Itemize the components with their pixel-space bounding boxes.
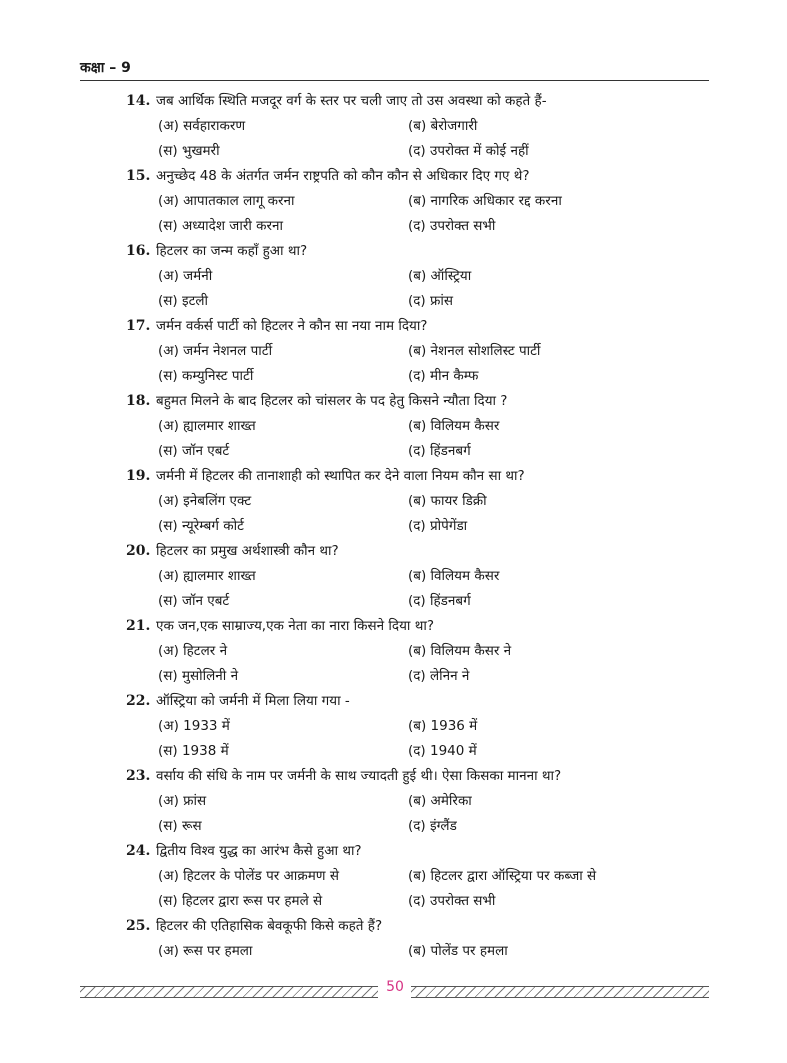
option-row	[126, 564, 686, 589]
answer-option: (द) लेनिन ने	[408, 668, 470, 684]
question-line	[126, 689, 686, 714]
question-text: हिटलर का प्रमुख अर्थशास्त्री कौन था?	[156, 543, 339, 559]
question-number: 21.	[126, 618, 151, 634]
answer-option: (द) हिंडनबर्ग	[408, 593, 471, 609]
question-item	[126, 239, 686, 314]
question-line	[126, 539, 686, 564]
answer-option: (द) फ्रांस	[408, 293, 454, 309]
answer-option: (स) अध्यादेश जारी करना	[158, 218, 284, 234]
question-text: हिटलर का जन्म कहाँ हुआ था?	[156, 243, 308, 259]
option-row	[126, 664, 686, 689]
option-row	[126, 139, 686, 164]
question-line	[126, 764, 686, 789]
question-item	[126, 539, 686, 614]
question-item	[126, 839, 686, 914]
question-number: 17.	[126, 318, 151, 334]
answer-option: (स) भुखमरी	[158, 143, 220, 159]
answer-option: (अ) हिटलर के पोलेंड पर आक्रमण से	[158, 868, 339, 884]
option-row	[126, 264, 686, 289]
option-row	[126, 639, 686, 664]
option-row	[126, 114, 686, 139]
question-line	[126, 464, 686, 489]
answer-option: (स) कम्युनिस्ट पार्टी	[158, 368, 254, 384]
answer-option: (ब) नेशनल सोशलिस्ट पार्टी	[408, 343, 541, 359]
answer-option: (द) इंग्लैंड	[408, 818, 457, 834]
answer-option: (अ) हिटलर ने	[158, 643, 228, 659]
answer-option: (द) उपरोक्त सभी	[408, 893, 496, 909]
question-number: 19.	[126, 468, 151, 484]
header-divider	[80, 80, 709, 81]
question-line	[126, 614, 686, 639]
question-text: जर्मन वर्कर्स पार्टी को हिटलर ने कौन सा नया नाम दिया?	[156, 318, 428, 334]
question-text: जर्मनी में हिटलर की तानाशाही को स्थापित कर देने वाला नियम कौन सा था?	[156, 468, 525, 484]
question-text: द्वितीय विश्व युद्ध का आरंभ कैसे हुआ था?	[156, 843, 362, 859]
question-item	[126, 89, 686, 164]
answer-option: (स) 1938 में	[158, 743, 229, 759]
answer-option: (स) मुसोलिनी ने	[158, 668, 239, 684]
answer-option: (ब) अमेरिका	[408, 793, 472, 809]
question-item	[126, 764, 686, 839]
question-item	[126, 689, 686, 764]
answer-option: (अ) फ्रांस	[158, 793, 207, 809]
question-number: 16.	[126, 243, 151, 259]
question-line	[126, 164, 686, 189]
answer-option: (अ) 1933 में	[158, 718, 230, 734]
question-line	[126, 914, 686, 939]
answer-option: (अ) आपातकाल लागू करना	[158, 193, 295, 209]
option-row	[126, 414, 686, 439]
question-text: ऑस्ट्रिया को जर्मनी में मिला लिया गया -	[156, 693, 350, 709]
answer-option: (अ) जर्मन नेशनल पार्टी	[158, 343, 273, 359]
question-text: जब आर्थिक स्थिति मजदूर वर्ग के स्तर पर चली जाए तो उस अवस्था को कहते हैं-	[156, 93, 547, 109]
question-line	[126, 389, 686, 414]
answer-option: (अ) रूस पर हमला	[158, 943, 253, 959]
answer-option: (द) 1940 में	[408, 743, 477, 759]
answer-option: (द) प्रोपेगेंडा	[408, 518, 468, 534]
question-text: अनुच्छेद 48 के अंतर्गत जर्मन राष्ट्रपति को कौन कौन से अधिकार दिए गए थे?	[156, 168, 530, 184]
option-row	[126, 714, 686, 739]
question-text: हिटलर की एतिहासिक बेवकूफी किसे कहते हैं?	[156, 918, 383, 934]
option-row	[126, 489, 686, 514]
option-row	[126, 939, 686, 964]
answer-option: (स) इटली	[158, 293, 209, 309]
answer-option: (ब) बेरोजगारी	[408, 118, 478, 134]
question-item	[126, 614, 686, 689]
page-header-class: कक्षा – 9	[80, 60, 131, 76]
answer-option: (अ) जर्मनी	[158, 268, 213, 284]
answer-option: (स) जॉन एबर्ट	[158, 593, 230, 609]
question-number: 23.	[126, 768, 151, 784]
answer-option: (स) न्यूरेम्बर्ग कोर्ट	[158, 518, 244, 534]
question-number: 18.	[126, 393, 151, 409]
answer-option: (ब) पोलेंड पर हमला	[408, 943, 508, 959]
question-text: एक जन,एक साम्राज्य,एक नेता का नारा किसने दिया था?	[156, 618, 434, 634]
option-row	[126, 814, 686, 839]
question-number: 20.	[126, 543, 151, 559]
question-line	[126, 239, 686, 264]
option-row	[126, 889, 686, 914]
option-row	[126, 289, 686, 314]
answer-option: (द) हिंडनबर्ग	[408, 443, 471, 459]
answer-option: (स) हिटलर द्वारा रूस पर हमले से	[158, 893, 323, 909]
answer-option: (ब) विलियम कैसर	[408, 568, 500, 584]
answer-option: (ब) फायर डिक्री	[408, 493, 487, 509]
page-footer	[80, 979, 709, 1002]
option-row	[126, 439, 686, 464]
answer-option: (द) उपरोक्त में कोई नहीं	[408, 143, 529, 159]
option-row	[126, 589, 686, 614]
option-row	[126, 739, 686, 764]
answer-option: (ब) 1936 में	[408, 718, 478, 734]
question-list	[126, 89, 686, 964]
option-row	[126, 789, 686, 814]
question-item	[126, 464, 686, 539]
answer-option: (ब) हिटलर द्वारा ऑस्ट्रिया पर कब्जा से	[408, 868, 597, 884]
option-row	[126, 364, 686, 389]
option-row	[126, 189, 686, 214]
footer-border-right	[411, 986, 709, 998]
footer-border-left	[80, 986, 378, 998]
option-row	[126, 339, 686, 364]
answer-option: (द) उपरोक्त सभी	[408, 218, 496, 234]
question-text: वर्साय की संधि के नाम पर जर्मनी के साथ ज्यादती हुई थी। ऐसा किसका मानना था?	[156, 768, 562, 784]
option-row	[126, 214, 686, 239]
question-number: 25.	[126, 918, 151, 934]
answer-option: (ब) ऑस्ट्रिया	[408, 268, 472, 284]
answer-option: (अ) ह्यालमार शाख्त	[158, 568, 256, 584]
question-number: 14.	[126, 93, 151, 109]
question-number: 24.	[126, 843, 151, 859]
option-row	[126, 864, 686, 889]
question-number: 15.	[126, 168, 151, 184]
question-text: बहुमत मिलने के बाद हिटलर को चांसलर के पद हेतु किसने न्यौता दिया ?	[156, 393, 508, 409]
question-item	[126, 314, 686, 389]
answer-option: (ब) विलियम कैसर	[408, 418, 500, 434]
answer-option: (अ) इनेबलिंग एक्ट	[158, 493, 252, 509]
page-number: 50	[386, 979, 404, 995]
question-line	[126, 839, 686, 864]
answer-option: (ब) नागरिक अधिकार रद्द करना	[408, 193, 562, 209]
answer-option: (ब) विलियम कैसर ने	[408, 643, 512, 659]
question-item	[126, 389, 686, 464]
question-line	[126, 314, 686, 339]
answer-option: (अ) ह्यालमार शाख्त	[158, 418, 256, 434]
option-row	[126, 514, 686, 539]
question-number: 22.	[126, 693, 151, 709]
answer-option: (द) मीन कैम्फ	[408, 368, 479, 384]
question-item	[126, 164, 686, 239]
answer-option: (स) रूस	[158, 818, 202, 834]
answer-option: (स) जॉन एबर्ट	[158, 443, 230, 459]
question-line	[126, 89, 686, 114]
question-item	[126, 914, 686, 964]
answer-option: (अ) सर्वहाराकरण	[158, 118, 246, 134]
